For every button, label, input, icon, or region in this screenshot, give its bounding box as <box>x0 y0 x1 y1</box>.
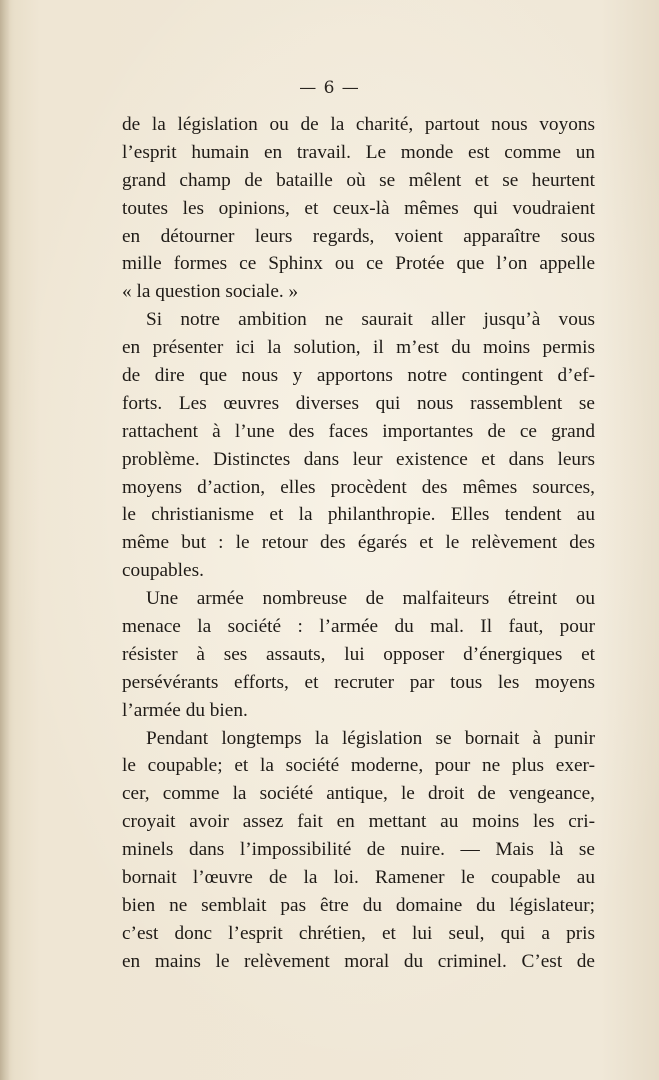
text-line: de la législation ou de la charité, partout nous voyons <box>122 114 595 135</box>
text-line: persévérants efforts, et recruter par tous les moyens <box>122 671 595 693</box>
text-line: l’esprit humain en travail. Le monde est comme un <box>122 141 595 163</box>
paragraph <box>122 725 595 976</box>
page-number: — 6 — <box>299 78 360 98</box>
text-line: rattachent à l’une des faces importantes de ce grand <box>122 420 595 442</box>
text-line: le christianisme et la philanthropie. Elles tendent au <box>122 504 595 526</box>
text-line: forts. Les œuvres diverses qui nous rassemblent se <box>122 392 595 414</box>
text-line: résister à ses assauts, lui opposer d’énergiques et <box>122 643 595 665</box>
paragraph <box>122 306 595 585</box>
page-binding-edge <box>0 0 10 1080</box>
text-line: mille formes ce Sphinx ou ce Protée que l’on appelle <box>122 253 595 275</box>
text-line: menace la société : l’armée du mal. Il faut, pour <box>122 616 595 638</box>
body-text <box>122 111 595 976</box>
text-line: bien ne semblait pas être du domaine du législateur; <box>122 894 595 916</box>
text-line: problème. Distinctes dans leur existence et dans leurs <box>122 448 595 470</box>
text-line: « la question sociale. » <box>122 281 299 303</box>
text-line: l’armée du bien. <box>122 699 248 721</box>
text-line: coupables. <box>122 560 204 582</box>
text-line: en présenter ici la solution, il m’est du moins permis <box>122 337 595 359</box>
text-line: minels dans l’impossibilité de nuire. — Mais là se <box>122 839 595 861</box>
text-line: cer, comme la société antique, le droit de vengeance, <box>122 783 595 805</box>
paragraph <box>122 585 595 724</box>
text-line: bornait l’œuvre de la loi. Ramener le coupable au <box>122 867 595 889</box>
text-line: de dire que nous y apportons notre contingent d’ef- <box>122 365 595 387</box>
text-line: en mains le relèvement moral du criminel. C’est de <box>122 950 595 972</box>
text-line: c’est donc l’esprit chrétien, et lui seul, qui a pris <box>122 922 595 944</box>
text-line: grand champ de bataille où se mêlent et se heurtent <box>122 169 595 191</box>
text-line: le coupable; et la société moderne, pour ne plus exer- <box>122 755 595 777</box>
text-line: Une armée nombreuse de malfaiteurs étreint ou <box>146 588 595 610</box>
text-line: toutes les opinions, et ceux-là mêmes qui voudraient <box>122 197 595 219</box>
text-line: en détourner leurs regards, voient apparaître sous <box>122 225 595 247</box>
text-line: moyens d’action, elles procèdent des mêmes sources, <box>122 476 595 498</box>
text-line: Pendant longtemps la législation se bornait à punir <box>146 727 595 749</box>
text-line: croyait avoir assez fait en mettant au moins les cri- <box>122 811 595 833</box>
text-line: Si notre ambition ne saurait aller jusqu’à vous <box>146 309 595 331</box>
paragraph <box>122 111 595 306</box>
text-line: même but : le retour des égarés et le relèvement des <box>122 532 595 554</box>
